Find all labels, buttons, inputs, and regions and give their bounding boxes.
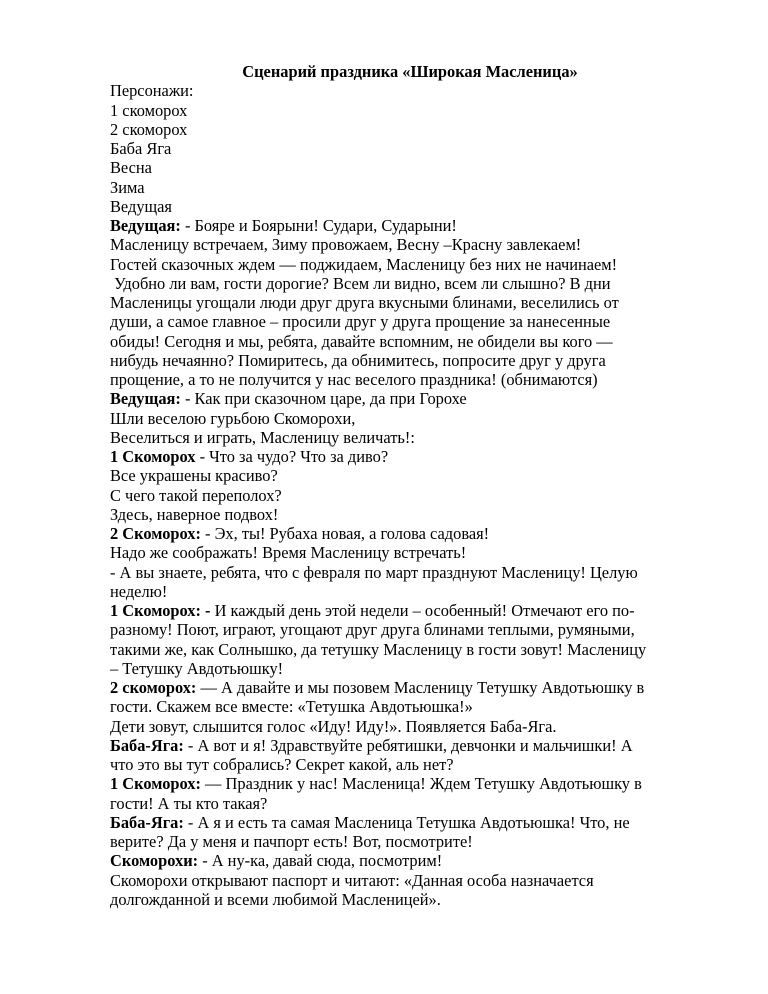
line-text: верите? Да у меня и пачпорт есть! Вот, посмотрите! [110,832,473,851]
text-line [110,890,710,909]
text-line [110,774,710,793]
speaker-label: 2 скоморох: [110,678,197,697]
text-line [110,620,710,639]
line-text: Надо же соображать! Время Масленицу встречать! [110,543,467,563]
text-line [110,409,710,428]
line-text: 2 скоморох [110,119,188,139]
text-line [110,447,710,466]
line-text: 1 скоморох [110,100,188,120]
speaker-label: Ведущая: [110,389,181,409]
line-text: - А вот и я! Здравствуйте ребятишки, девчонки и мальчишки! А [183,735,633,755]
text-line [110,274,710,293]
text-line [110,101,710,120]
line-text: - Что за чудо? Что за диво? [195,447,389,466]
line-text: обиды! Сегодня и мы, ребята, давайте вспомним, не обидели вы кого — [110,331,613,351]
text-line [110,871,710,890]
text-line [110,158,710,177]
speaker-label: Баба-Яга: [110,812,184,832]
line-text: неделю! [110,581,168,601]
line-text: Баба Яга [110,139,172,158]
document-title: Сценарий праздника «Широкая Масленица» [242,62,578,81]
text-line [110,524,710,543]
text-line [110,659,710,678]
text-line [110,755,710,774]
text-line [110,505,710,524]
text-line [110,486,710,505]
speaker-label: 1 Скоморох [110,447,196,466]
line-text: гости! А ты кто такая? [110,793,268,813]
text-line [110,197,710,216]
line-text: — Праздник у нас! Масленица! Ждем Тетушку Авдотьюшку в [200,774,642,794]
line-text: Персонажи: [110,81,194,101]
text-line [110,312,710,331]
line-text: - Как при сказочном царе, да при Горохе [180,389,467,409]
line-text: такими же, как Солнышко, да тетушку Масленицу в гости зовут! Масленицу [110,639,647,659]
speaker-label: Баба-Яга: [110,735,184,755]
line-text: души, а самое главное – просили друг у друга прощение за нанесенные [110,312,611,332]
line-text: Все украшены красиво? [110,466,278,486]
text-line [110,120,710,139]
line-text: нибудь нечаянно? Помиритесь, да обнимитесь, попросите друг у друга [110,350,606,370]
text-line [110,293,710,312]
text-line [110,235,710,254]
text-line [110,736,710,755]
line-text: — А давайте и мы позовем Масленицу Тетушку Авдотьюшку в [196,678,645,697]
speaker-label: Ведущая: [110,216,181,235]
line-text: Гостей сказочных ждем — поджидаем, Масленицу без них не начинаем! [110,254,618,274]
text-line [110,178,710,197]
text-line [110,697,710,716]
line-text: - Эх, ты! Рубаха новая, а голова садовая! [200,524,490,543]
document-page [110,62,710,909]
text-line [110,370,710,389]
text-line [110,851,710,870]
line-text: Ведущая [110,196,172,216]
line-text: долгожданной и всеми любимой Масленицей». [110,889,441,909]
document-body [110,81,710,909]
line-text: разному! Поют, играют, угощают друг друга блинами теплыми, румяными, [110,620,635,640]
text-line [110,255,710,274]
text-line [110,216,710,235]
line-text: Масленицы угощали люди друг друга вкусными блинами, веселились от [110,293,619,312]
text-line [110,139,710,158]
text-line [110,351,710,370]
line-text: - А вы знаете, ребята, что с февраля по март празднуют Масленицу! Целую [110,562,638,582]
line-text: Масленицу встречаем, Зиму провожаем, Весну –Красну завлекаем! [110,235,582,255]
text-line [110,81,710,100]
line-text: Весна [110,158,152,178]
text-line [110,601,710,620]
text-line [110,582,710,601]
line-text: Скоморохи открывают паспорт и читают: «Данная особа назначается [110,870,594,890]
line-text: что это вы тут собрались? Секрет какой, аль нет? [110,755,454,774]
line-text: Веселиться и играть, Масленицу величать!: [110,427,415,447]
text-line [110,832,710,851]
text-line [110,466,710,485]
text-line [110,428,710,447]
text-line [110,640,710,659]
line-text: Дети зовут, слышится голос «Иду! Иду!». Появляется Баба-Яга. [110,716,557,736]
text-line [110,813,710,832]
speaker-label: Скоморохи: [110,851,199,871]
speaker-label: 1 Скоморох: - [110,601,211,620]
text-line [110,794,710,813]
line-text: С чего такой переполох? [110,485,282,505]
line-text: - А я и есть та самая Масленица Тетушка Авдотьюшка! Что, не [183,812,630,832]
speaker-label: 2 Скоморох: [110,524,201,543]
line-text: И каждый день этой недели – особенный! Отмечают его по- [210,601,635,620]
text-line [110,543,710,562]
text-line [110,332,710,351]
speaker-label: 1 Скоморох: [110,774,201,794]
line-text: прощение, а то не получится у нас веселого праздника! (обнимаются) [110,370,598,389]
line-text: Здесь, наверное подвох! [110,504,279,524]
line-text: - А ну-ка, давай сюда, посмотрим! [198,851,443,871]
line-text: - Бояре и Боярыни! Судари, Сударыни! [180,216,457,235]
text-line [110,678,710,697]
line-text: гости. Скажем все вместе: «Тетушка Авдотьюшка!» [110,697,473,717]
text-line [110,389,710,408]
text-line [110,563,710,582]
line-text: Зима [110,177,145,197]
line-text: – Тетушку Авдотьюшку! [110,658,284,678]
line-text: Шли веселою гурьбою Скоморохи, [110,408,356,428]
line-text: Удобно ли вам, гости дорогие? Всем ли видно, всем ли слышно? В дни [110,273,611,293]
text-line [110,717,710,736]
